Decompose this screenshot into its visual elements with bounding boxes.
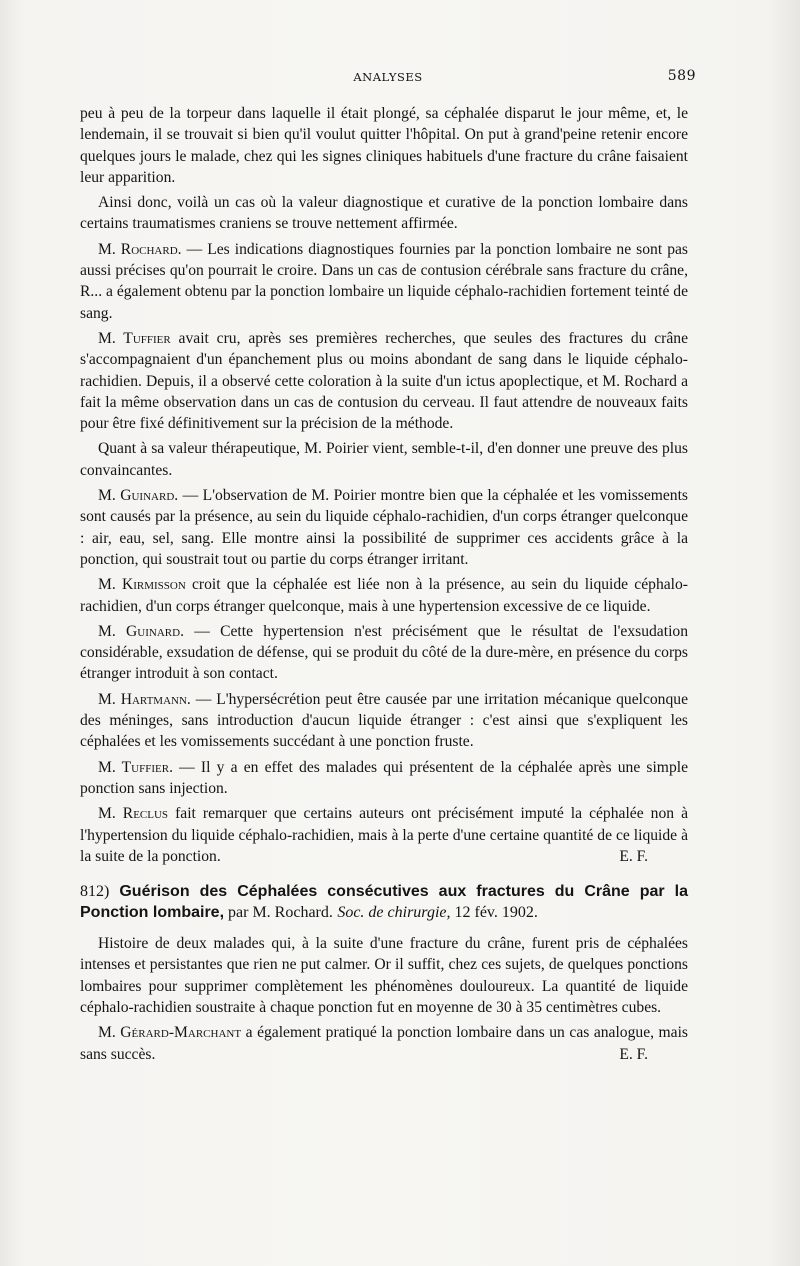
article-author: par M. Rochard. (224, 904, 333, 922)
article-number: 812) (80, 883, 110, 901)
speaker-name: M. Reclus (98, 805, 169, 823)
speaker-name: M. Kirmisson (98, 576, 186, 594)
article-heading (80, 881, 688, 923)
paragraph: M. Kirmisson croit que la céphalée est liée non à la présence, au sein du liquide céphalo-rachidien, d'un corps étranger quelconque, mais à une hypertension excessive de ce liquide. (80, 576, 688, 615)
article-title: Guérison des Céphalées consécutives aux fractures du Crâne par la Ponction lombaire, (80, 883, 688, 922)
article-journal: Soc. de chirurgie, (337, 904, 451, 922)
signature: E. F. (619, 1045, 648, 1063)
paragraph: M. Gérard-Marchant a également pratiqué la ponction lombaire dans un cas analogue, mais sans succès. E. F. (80, 1022, 688, 1065)
speaker-name: M. Hartmann. (98, 690, 191, 708)
page-header (80, 68, 696, 88)
speaker-name: M. Guinard. (98, 622, 184, 640)
running-head: ANALYSES (353, 70, 423, 84)
signature: E. F. (619, 847, 648, 865)
paragraph: M. Guinard. — Cette hypertension n'est précisément que le résultat de l'exsudation considérable, exsudation de défense, qui se produit du côté de la dure-mère, en présence du corps étranger introduit à son contact. (80, 622, 688, 683)
paragraph: M. Rochard. — Les indications diagnostiques fournies par la ponction lombaire ne sont pas aussi précises qu'on pourrait le croire. Dans un cas de contusion cérébrale sans fracture du crâne, R... a également obtenu par la ponction lombaire un liquide céphalo-rachidien fortement teinté de sang. (80, 240, 688, 322)
paragraph: M. Tuffier avait cru, après ses premières recherches, que seules des fractures du crâne s'accompagnaient d'un épanchement plus ou moins abondant de sang dans le liquide céphalo-rachidien. Depuis, il a observé cette coloration à la suite d'un ictus apoplectique, et M. Rochard a fait la même observation dans un cas de contusion du cerveau. Il faut attendre de nouveaux faits pour être fixé définitivement sur la précision de la méthode. (80, 329, 688, 433)
paragraph: M. Tuffier. — Il y a en effet des malades qui présentent de la céphalée après une simple ponction sans injection. (80, 758, 688, 797)
paragraph: peu à peu de la torpeur dans laquelle il était plongé, sa céphalée disparut le jour même, et, le lendemain, il se trouvait si bien qu'il voulut quitter l'hôpital. On put à grand'peine retenir encore quelques jours le malade, chez qui les signes cliniques habituels d'une fracture du crâne faisaient leur apparition. (80, 105, 688, 186)
speaker-name: M. Tuffier (98, 329, 171, 347)
paragraph: M. Hartmann. — L'hypersécrétion peut être causée par une irritation mécanique quelconque des méninges, sans introduction d'aucun liquide étranger : c'est ainsi que s'expliquent les céphalées et les vomissements succédant à une ponction fruste. (80, 690, 688, 751)
paragraph: Ainsi donc, voilà un cas où la valeur diagnostique et curative de la ponction lombaire dans certains traumatismes craniens se trouve nettement affirmée. (80, 194, 688, 233)
speaker-name: M. Gérard-Marchant (98, 1024, 242, 1042)
paragraph: M. Reclus fait remarquer que certains auteurs ont précisément imputé la céphalée non à l'hypertension du liquide céphalo-rachidien, mais à la perte d'une certaine quantité de ce liquide à la suite de la ponction. E. F. (80, 803, 688, 867)
speaker-name: M. Rochard. (98, 240, 182, 258)
page-body (80, 103, 688, 1069)
paragraph: Histoire de deux malades qui, à la suite d'une fracture du crâne, furent pris de céphalées intenses et persistantes que rien ne put calmer. Or il suffit, chez ces sujets, de quelques ponctions lombaires pour supprimer complètement les phénomènes douloureux. La quantité de liquide céphalo-rachidien soustraite à chaque ponction fut en moyenne de 30 à 35 centimètres cubes. (80, 935, 688, 1016)
speaker-name: M. Tuffier. (98, 758, 173, 776)
paragraph: Quant à sa valeur thérapeutique, M. Poirier vient, semble-t-il, d'en donner une preuve des plus convaincantes. (80, 440, 688, 479)
paragraph: M. Guinard. — L'observation de M. Poirier montre bien que la céphalée et les vomissements sont causés par la présence, au sein du liquide céphalo-rachidien, d'un corps étranger quelconque : air, eau, sel, sang. Elle montre ainsi la possibilité de supprimer ces accidents grâce à la ponction, qui soustrait tout ou partie du corps étranger irritant. (80, 487, 688, 568)
article-date: 12 fév. 1902. (450, 904, 538, 922)
speaker-name: M. Guinard. (98, 487, 179, 505)
page-number: 589 (667, 68, 696, 84)
